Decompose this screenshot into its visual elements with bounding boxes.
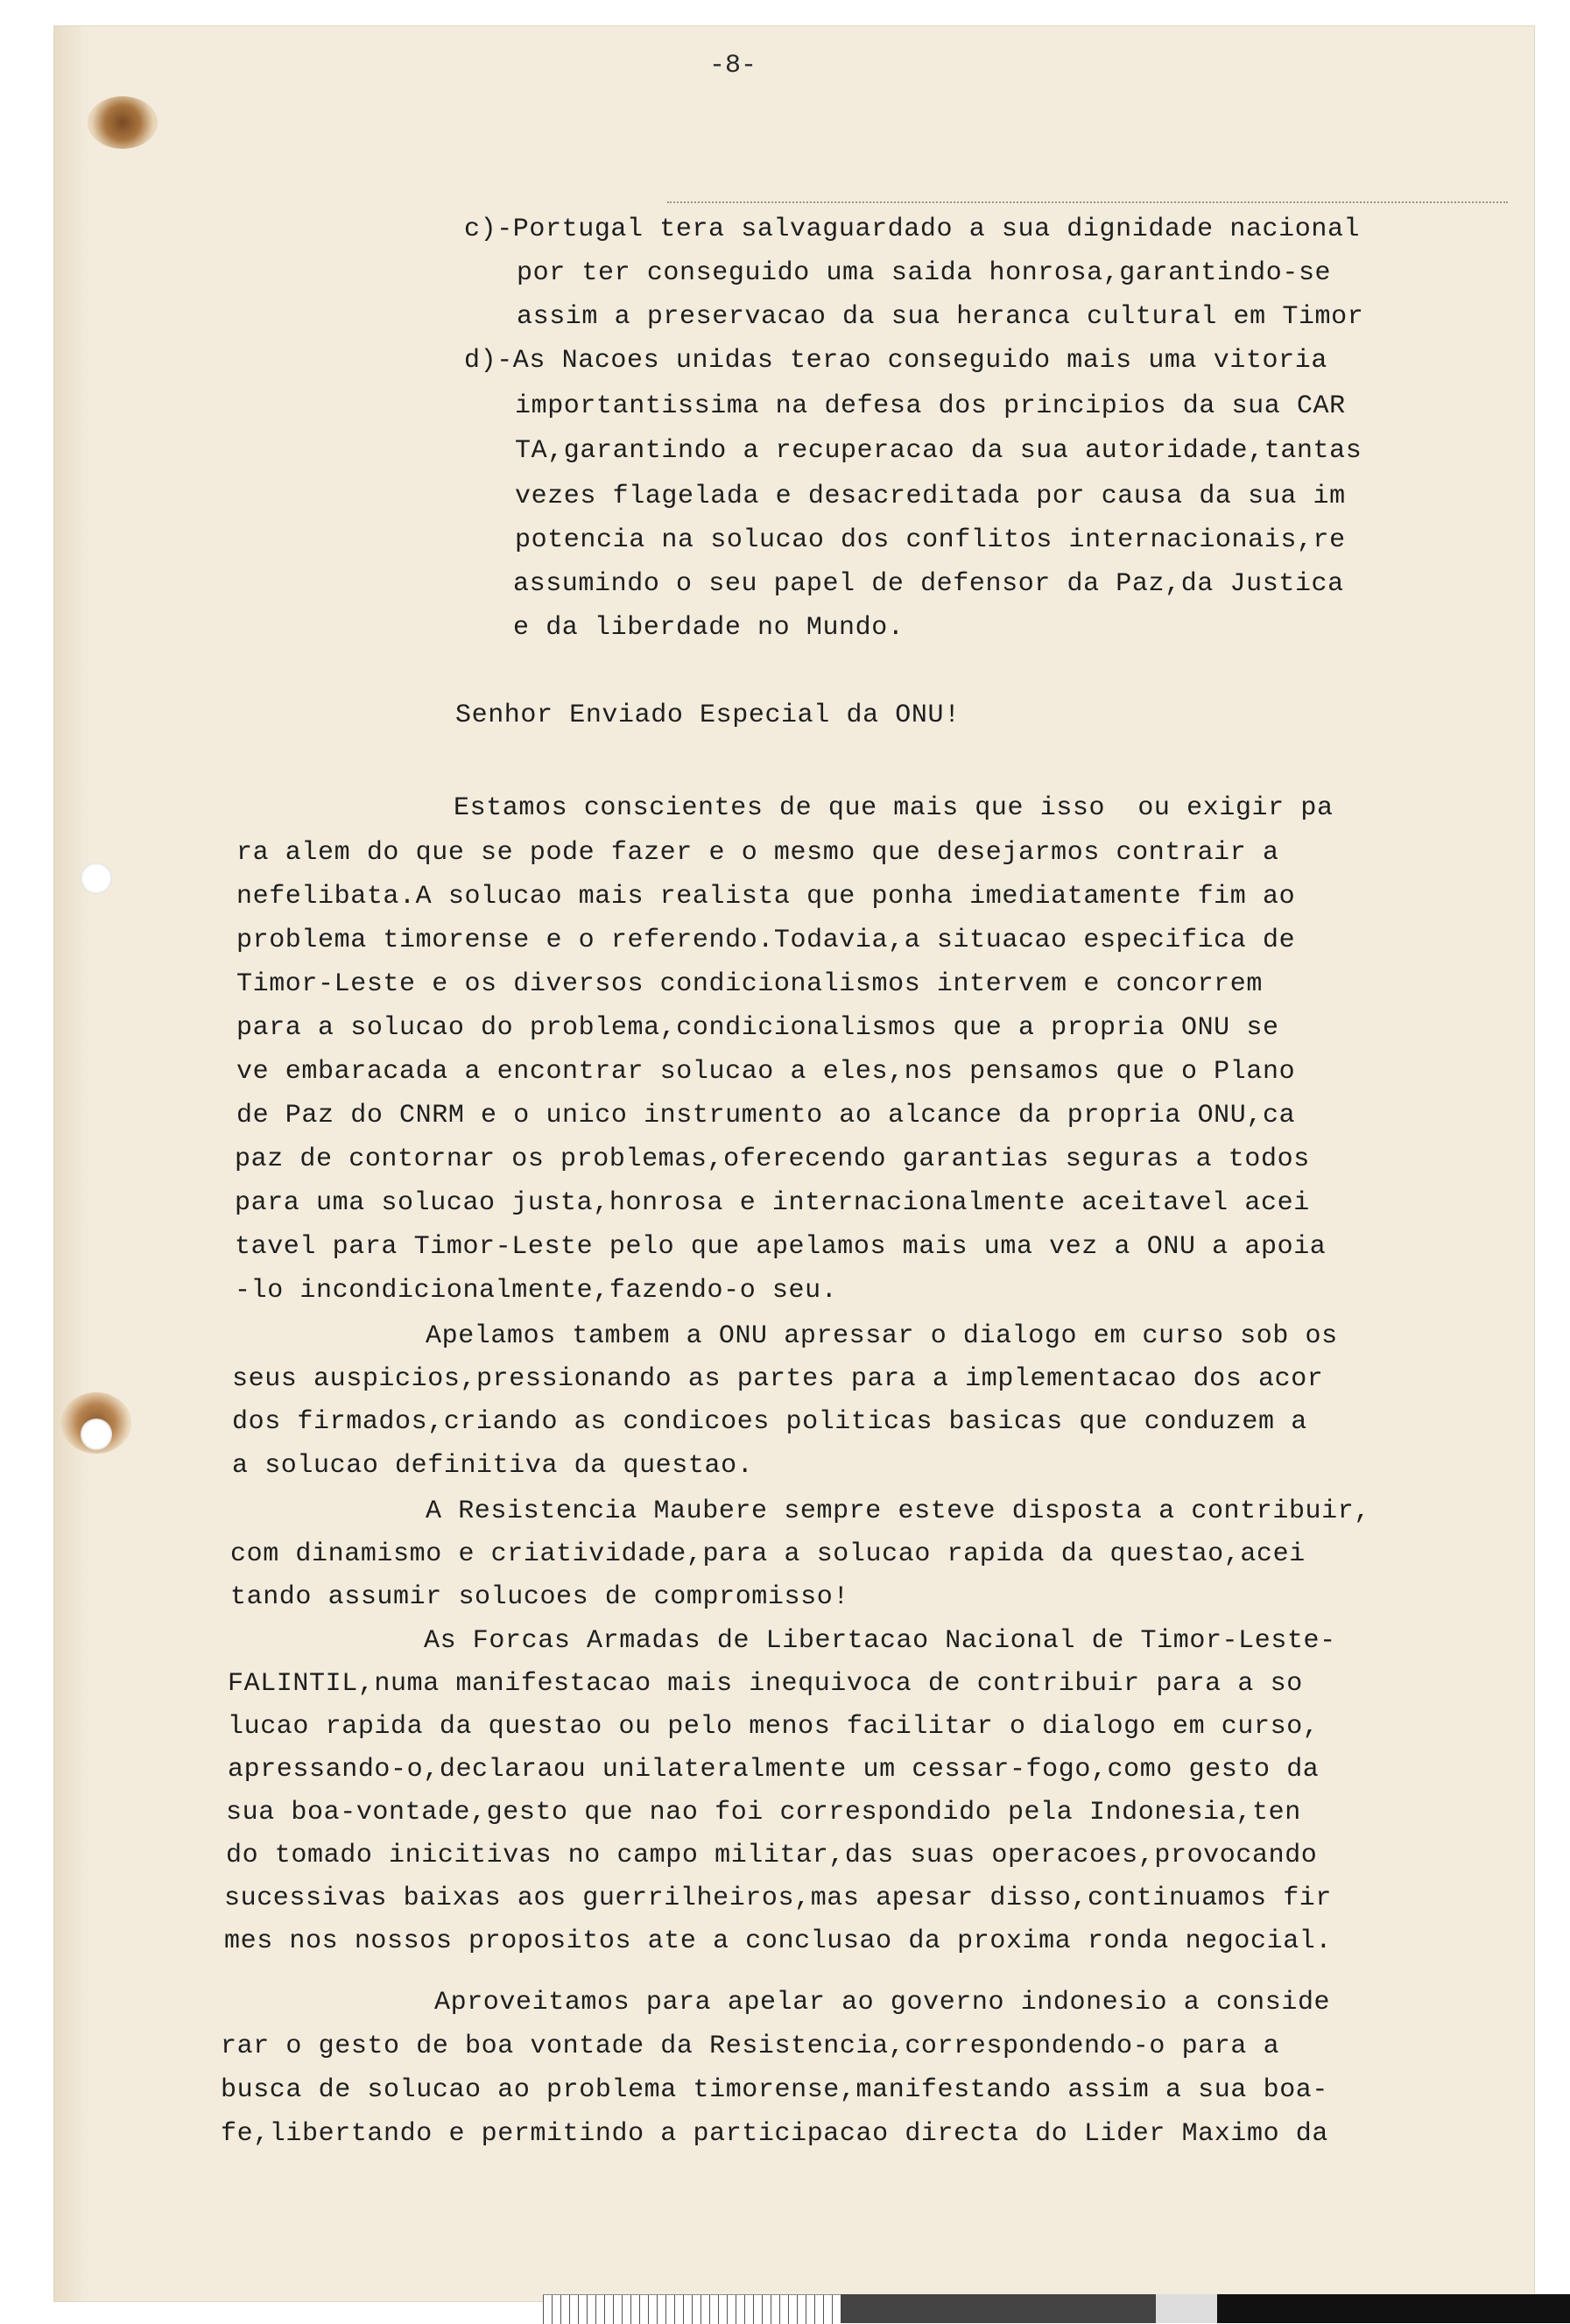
text-line: paz de contornar os problemas,oferecendo garantias seguras a todos [235,1144,1310,1174]
punch-hole [81,863,112,894]
text-line: rar o gesto de boa vontade da Resistencia,correspondendo-o para a [221,2032,1280,2061]
scan-color-ruler [543,2294,1570,2323]
text-line: dos firmados,criando as condicoes politicas basicas que conduzem a [232,1407,1307,1437]
text-line: busca de solucao ao problema timorense,manifestando assim a sua boa- [221,2075,1328,2105]
salutation: Senhor Enviado Especial da ONU! [455,701,961,730]
text-line: de Paz do CNRM e o unico instrumento ao alcance da propria ONU,ca [236,1101,1296,1130]
text-line: ve embaracada a encontrar solucao a eles,nos pensamos que o Plano [236,1057,1296,1087]
text-line: Timor-Leste e os diversos condicionalismos intervem e concorrem [236,969,1263,999]
text-line: tando assumir solucoes de compromisso! [230,1582,849,1612]
text-line: do tomado inicitivas no campo militar,das suas operacoes,provocando [226,1841,1318,1870]
text-line: importantissima na defesa dos principios da sua CAR [515,391,1346,421]
text-line: a solucao definitiva da questao. [232,1451,754,1481]
text-line: assim a preservacao da sua heranca cultural em Timor [517,302,1364,332]
text-line: e da liberdade no Mundo. [513,613,905,643]
text-line: c)-Portugal tera salvaguardado a sua dignidade nacional [464,215,1361,244]
dotted-separator [667,201,1508,205]
text-line: Apelamos tambem a ONU apressar o dialogo em curso sob os [426,1321,1338,1351]
text-line: TA,garantindo a recuperacao da sua autoridade,tantas [515,436,1362,466]
ruler-light-block [1156,2294,1217,2323]
page-edge-shadow [54,26,89,2301]
text-line: As Forcas Armadas de Libertacao Nacional de Timor-Leste- [424,1626,1336,1656]
text-line: tavel para Timor-Leste pelo que apelamos mais uma vez a ONU a apoia [235,1232,1327,1262]
ruler-gray-block [841,2294,1156,2323]
text-line: seus auspicios,pressionando as partes para a implementacao dos acor [232,1364,1324,1394]
text-line: Estamos conscientes de que mais que isso ou exigir pa [454,793,1334,823]
text-line: mes nos nossos propositos ate a conclusao da proxima ronda negocial. [224,1926,1332,1956]
text-line: nefelibata.A solucao mais realista que ponha imediatamente fim ao [236,882,1296,912]
page-number: -8- [709,51,757,81]
text-line: fe,libertando e permitindo a participacao directa do Lider Maximo da [221,2119,1328,2149]
text-line: com dinamismo e criatividade,para a solucao rapida da questao,acei [230,1539,1306,1569]
text-line: Aproveitamos para apelar ao governo indonesio a conside [434,1988,1331,2018]
text-line: lucao rapida da questao ou pelo menos facilitar o dialogo em curso, [228,1712,1320,1742]
text-line: d)-As Nacoes unidas terao conseguido mais uma vitoria [464,346,1327,376]
text-line: vezes flagelada e desacreditada por causa da sua im [515,482,1346,511]
rust-stain [88,96,158,149]
ruler-scale [543,2294,841,2324]
text-line: assumindo o seu papel de defensor da Paz,da Justica [513,569,1344,599]
text-line: -lo incondicionalmente,fazendo-o seu. [235,1276,838,1306]
text-line: para a solucao do problema,condicionalismos que a propria ONU se [236,1013,1279,1043]
text-line: FALINTIL,numa manifestacao mais inequivoca de contribuir para a so [228,1669,1303,1699]
text-line: ra alem do que se pode fazer e o mesmo que desejarmos contrair a [236,838,1279,868]
text-line: sucessivas baixas aos guerrilheiros,mas apesar disso,continuamos fir [224,1884,1332,1913]
ruler-black-block [1217,2294,1570,2323]
text-line: apressando-o,declaraou unilateralmente um cessar-fogo,como gesto da [228,1755,1320,1785]
text-line: para uma solucao justa,honrosa e internacionalmente aceitavel acei [235,1188,1310,1218]
text-line: problema timorense e o referendo.Todavia,a situacao especifica de [236,926,1296,955]
text-line: potencia na solucao dos conflitos internacionais,re [515,525,1346,555]
text-line: A Resistencia Maubere sempre esteve disposta a contribuir, [426,1497,1370,1526]
punch-hole [81,1419,112,1450]
text-line: sua boa-vontade,gesto que nao foi correspondido pela Indonesia,ten [226,1798,1301,1828]
text-line: por ter conseguido uma saida honrosa,garantindo-se [517,258,1332,288]
